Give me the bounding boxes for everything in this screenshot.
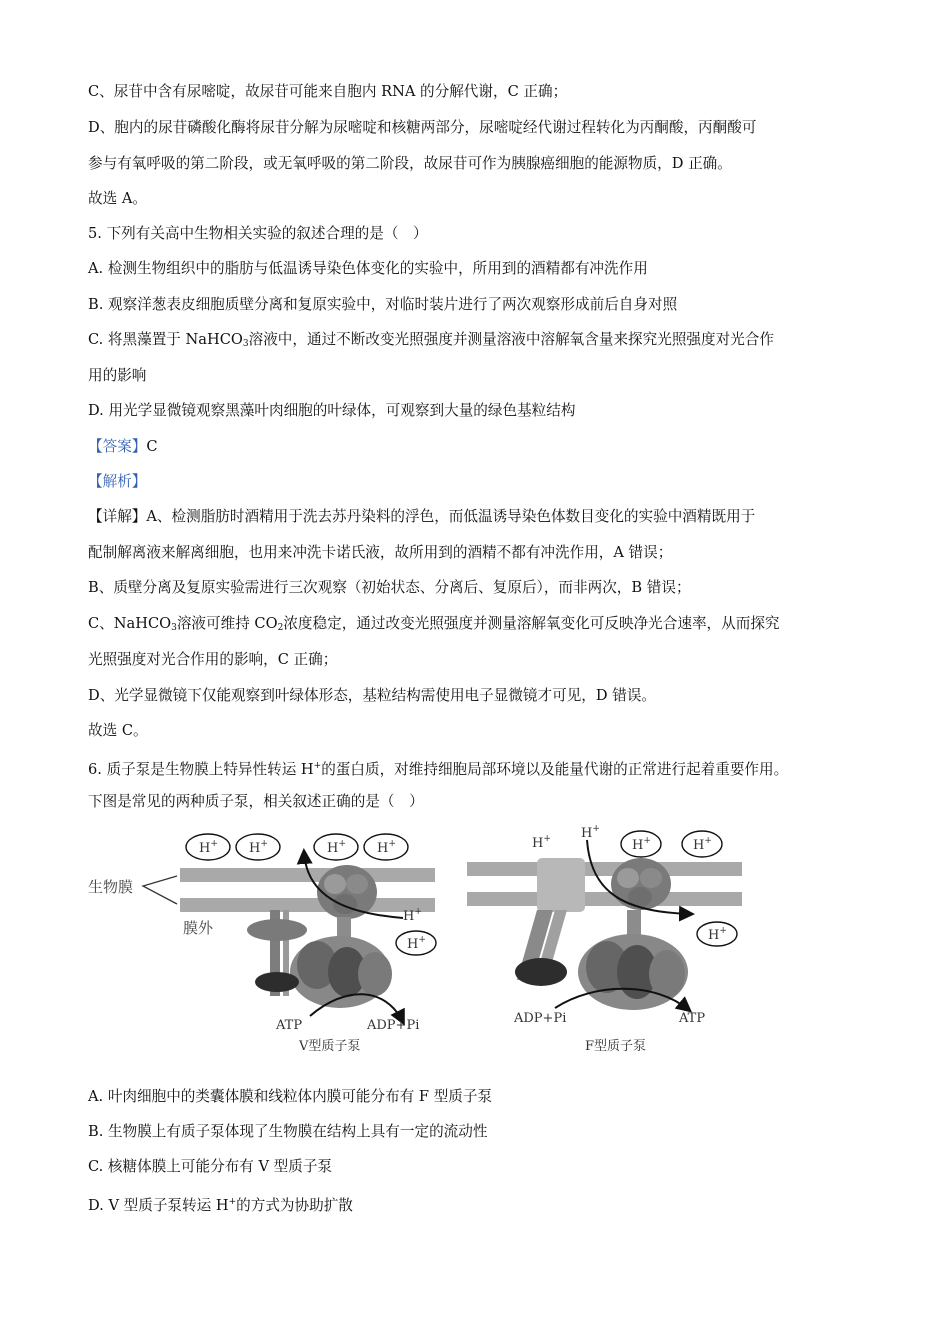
proton-pump-figure (85, 822, 745, 1062)
q5-option-a: A. 检测生物组织中的脂肪与低温诱导染色体变化的实验中，所用到的酒精都有冲洗作用 (88, 260, 648, 277)
q6-option-a: A. 叶肉细胞中的类囊体膜和线粒体内膜可能分布有 F 型质子泵 (88, 1088, 493, 1105)
q5-detail-d: D、光学显微镜下仅能观察到叶绿体形态，基粒结构需使用电子显微镜才可见，D 错误。 (88, 687, 657, 704)
q5-option-d: D. 用光学显微镜观察黑藻叶肉细胞的叶绿体，可观察到大量的绿色基粒结构 (88, 402, 576, 419)
q6-option-d: D. V 型质子泵转运 H+的方式为协助扩散 (88, 1197, 353, 1214)
svg-text:H+: H+ (327, 839, 346, 856)
f-type-pump (467, 824, 742, 1054)
q6-stem-line1: 6. 质子泵是生物膜上特异性转运 H+的蛋白质，对维持细胞局部环境以及能量代谢的正常进行起着重要作用。 (88, 761, 789, 778)
q6-option-b: B. 生物膜上有质子泵体现了生物膜在结构上具有一定的流动性 (88, 1123, 488, 1140)
q5-option-c-line2: 用的影响 (88, 367, 147, 384)
svg-text:H+: H+ (693, 836, 712, 853)
answer-label: 【答案】 (88, 438, 147, 455)
v-caption: V型质子泵 (299, 1039, 361, 1054)
v-h-bubble-2 (236, 834, 280, 860)
v-h-bubble-3 (314, 834, 358, 860)
svg-text:H+: H+ (199, 839, 218, 856)
q5-analysis-label: 【解析】 (88, 473, 147, 490)
svg-text:H+: H+ (632, 836, 651, 853)
svg-text:H+: H+ (532, 834, 551, 851)
q4-option-d-analysis-line2: 参与有氧呼吸的第二阶段，或无氧呼吸的第二阶段，故尿苷可作为胰腺癌细胞的能源物质，D 正确。 (88, 155, 732, 172)
svg-text:H+: H+ (581, 824, 600, 841)
q5-answer (88, 437, 158, 457)
v-membrane-lower (180, 898, 435, 912)
detail-label: 【详解】 (88, 508, 147, 525)
svg-text:H+: H+ (708, 926, 727, 943)
answer-value: C (146, 438, 158, 455)
q5-detail-b: B、质壁分离及复原实验需进行三次观察（初始状态、分离后、复原后），而非两次，B 错误； (88, 579, 691, 596)
q5-conclusion: 故选 C。 (88, 722, 148, 739)
f-stator-block (537, 858, 585, 912)
f-membrane-upper (467, 862, 742, 876)
q4-option-c-analysis: C、尿苷中含有尿嘧啶，故尿苷可能来自胞内 RNA 的分解代谢，C 正确； (88, 83, 568, 100)
membrane-label: 生物膜 (88, 878, 134, 896)
v-h-bubble-5 (396, 931, 436, 955)
svg-text:H+: H+ (407, 935, 426, 952)
f-h-bubble-1 (621, 831, 661, 857)
svg-text:H+: H+ (249, 839, 268, 856)
membrane-bracket (143, 876, 177, 904)
f-h-bubble-2 (682, 831, 722, 857)
f-membrane-lower (467, 892, 742, 906)
f-atp-label: ATP (679, 1011, 706, 1026)
svg-text:H+: H+ (403, 907, 422, 924)
f-h-bubble-3 (697, 922, 737, 946)
q5-detail-a-line1: 【详解】A、检测脂肪时酒精用于洗去苏丹染料的浮色，而低温诱导染色体数目变化的实验中酒精既用于 (88, 508, 756, 525)
v-type-pump (88, 834, 436, 1054)
v-h-bubble-4 (364, 834, 408, 860)
q5-option-c-line1: C. 将黑藻置于 NaHCO$_3$溶液中，通过不断改变光照强度并测量溶液中溶解氧含量来探究光照强度对光合作 (88, 331, 774, 349)
outside-label: 膜外 (183, 919, 214, 937)
svg-text:H+: H+ (377, 839, 396, 856)
q5-option-b: B. 观察洋葱表皮细胞质壁分离和复原实验中，对临时装片进行了两次观察形成前后自身对照 (88, 296, 678, 313)
v-atp-label: ATP (276, 1018, 303, 1033)
q5-stem: 5. 下列有关高中生物相关实验的叙述合理的是（ ） (88, 225, 428, 242)
f-caption: F型质子泵 (585, 1039, 647, 1054)
q4-conclusion: 故选 A。 (88, 190, 147, 207)
q6-stem-line2: 下图是常见的两种质子泵，相关叙述正确的是（ ） (88, 793, 424, 810)
q6-option-c: C. 核糖体膜上可能分布有 V 型质子泵 (88, 1158, 333, 1175)
q5-detail-a-line2: 配制解离液来解离细胞，也用来冲洗卡诺氏液，故所用到的酒精不都有冲洗作用，A 错误； (88, 544, 673, 561)
v-h-bubble-1 (186, 834, 230, 860)
q5-detail-c-line2: 光照强度对光合作用的影响，C 正确； (88, 651, 338, 668)
v-adp-label: ADP+Pi (367, 1018, 420, 1033)
f-adp-label: ADP+Pi (514, 1011, 567, 1026)
q4-option-d-analysis-line1: D、胞内的尿苷磷酸化酶将尿苷分解为尿嘧啶和核糖两部分，尿嘧啶经代谢过程转化为丙酮酸，丙酮酸可 (88, 119, 757, 136)
q5-detail-c-line1: C、NaHCO$_3$溶液可维持 $CO_2$浓度稳定，通过改变光照强度并测量溶解氧变化可反映净光合速率，从而探究 (88, 615, 780, 633)
